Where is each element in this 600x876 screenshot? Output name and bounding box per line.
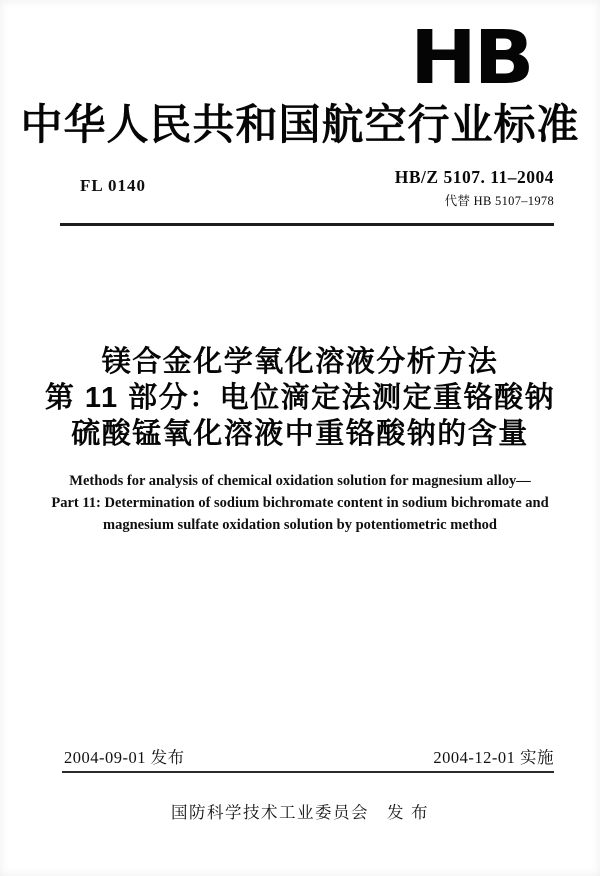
chinese-title-line-2: 第 11 部分：电位滴定法测定重铬酸钠 xyxy=(44,382,556,414)
dates-row xyxy=(64,744,554,768)
chinese-title xyxy=(0,344,600,452)
english-title-line-2: Part 11: Determination of sodium bichromate content in sodium bichromate and xyxy=(51,495,549,511)
classification-code: FL 0140 xyxy=(80,176,147,195)
english-title-line-3: magnesium sulfate oxidation solution by potentiometric method xyxy=(103,517,497,533)
standard-number: HB/Z 5107. 11–2004 xyxy=(394,167,554,187)
english-title-line-1: Methods for analysis of chemical oxidation solution for magnesium alloy— xyxy=(69,473,531,489)
header-divider xyxy=(60,223,554,226)
chinese-title-line-1: 镁合金化学氧化溶液分析方法 xyxy=(101,346,499,378)
chinese-title-line-3: 硫酸锰氧化溶液中重铬酸钠的含量 xyxy=(71,418,529,450)
issue-date: 2004-09-01 发布 xyxy=(64,748,185,767)
hb-logo: HB xyxy=(410,15,532,101)
standard-name-heading: 中华人民共和国航空行业标准 xyxy=(20,101,580,148)
english-title xyxy=(0,470,600,536)
standard-code-block xyxy=(395,167,554,209)
issuing-authority: 国防科学技术工业委员会 发 布 xyxy=(170,804,430,822)
footer-divider xyxy=(62,771,554,773)
superseded-standard-note: 代替 HB 5107–1978 xyxy=(444,194,554,208)
implementation-date: 2004-12-01 实施 xyxy=(433,748,554,767)
